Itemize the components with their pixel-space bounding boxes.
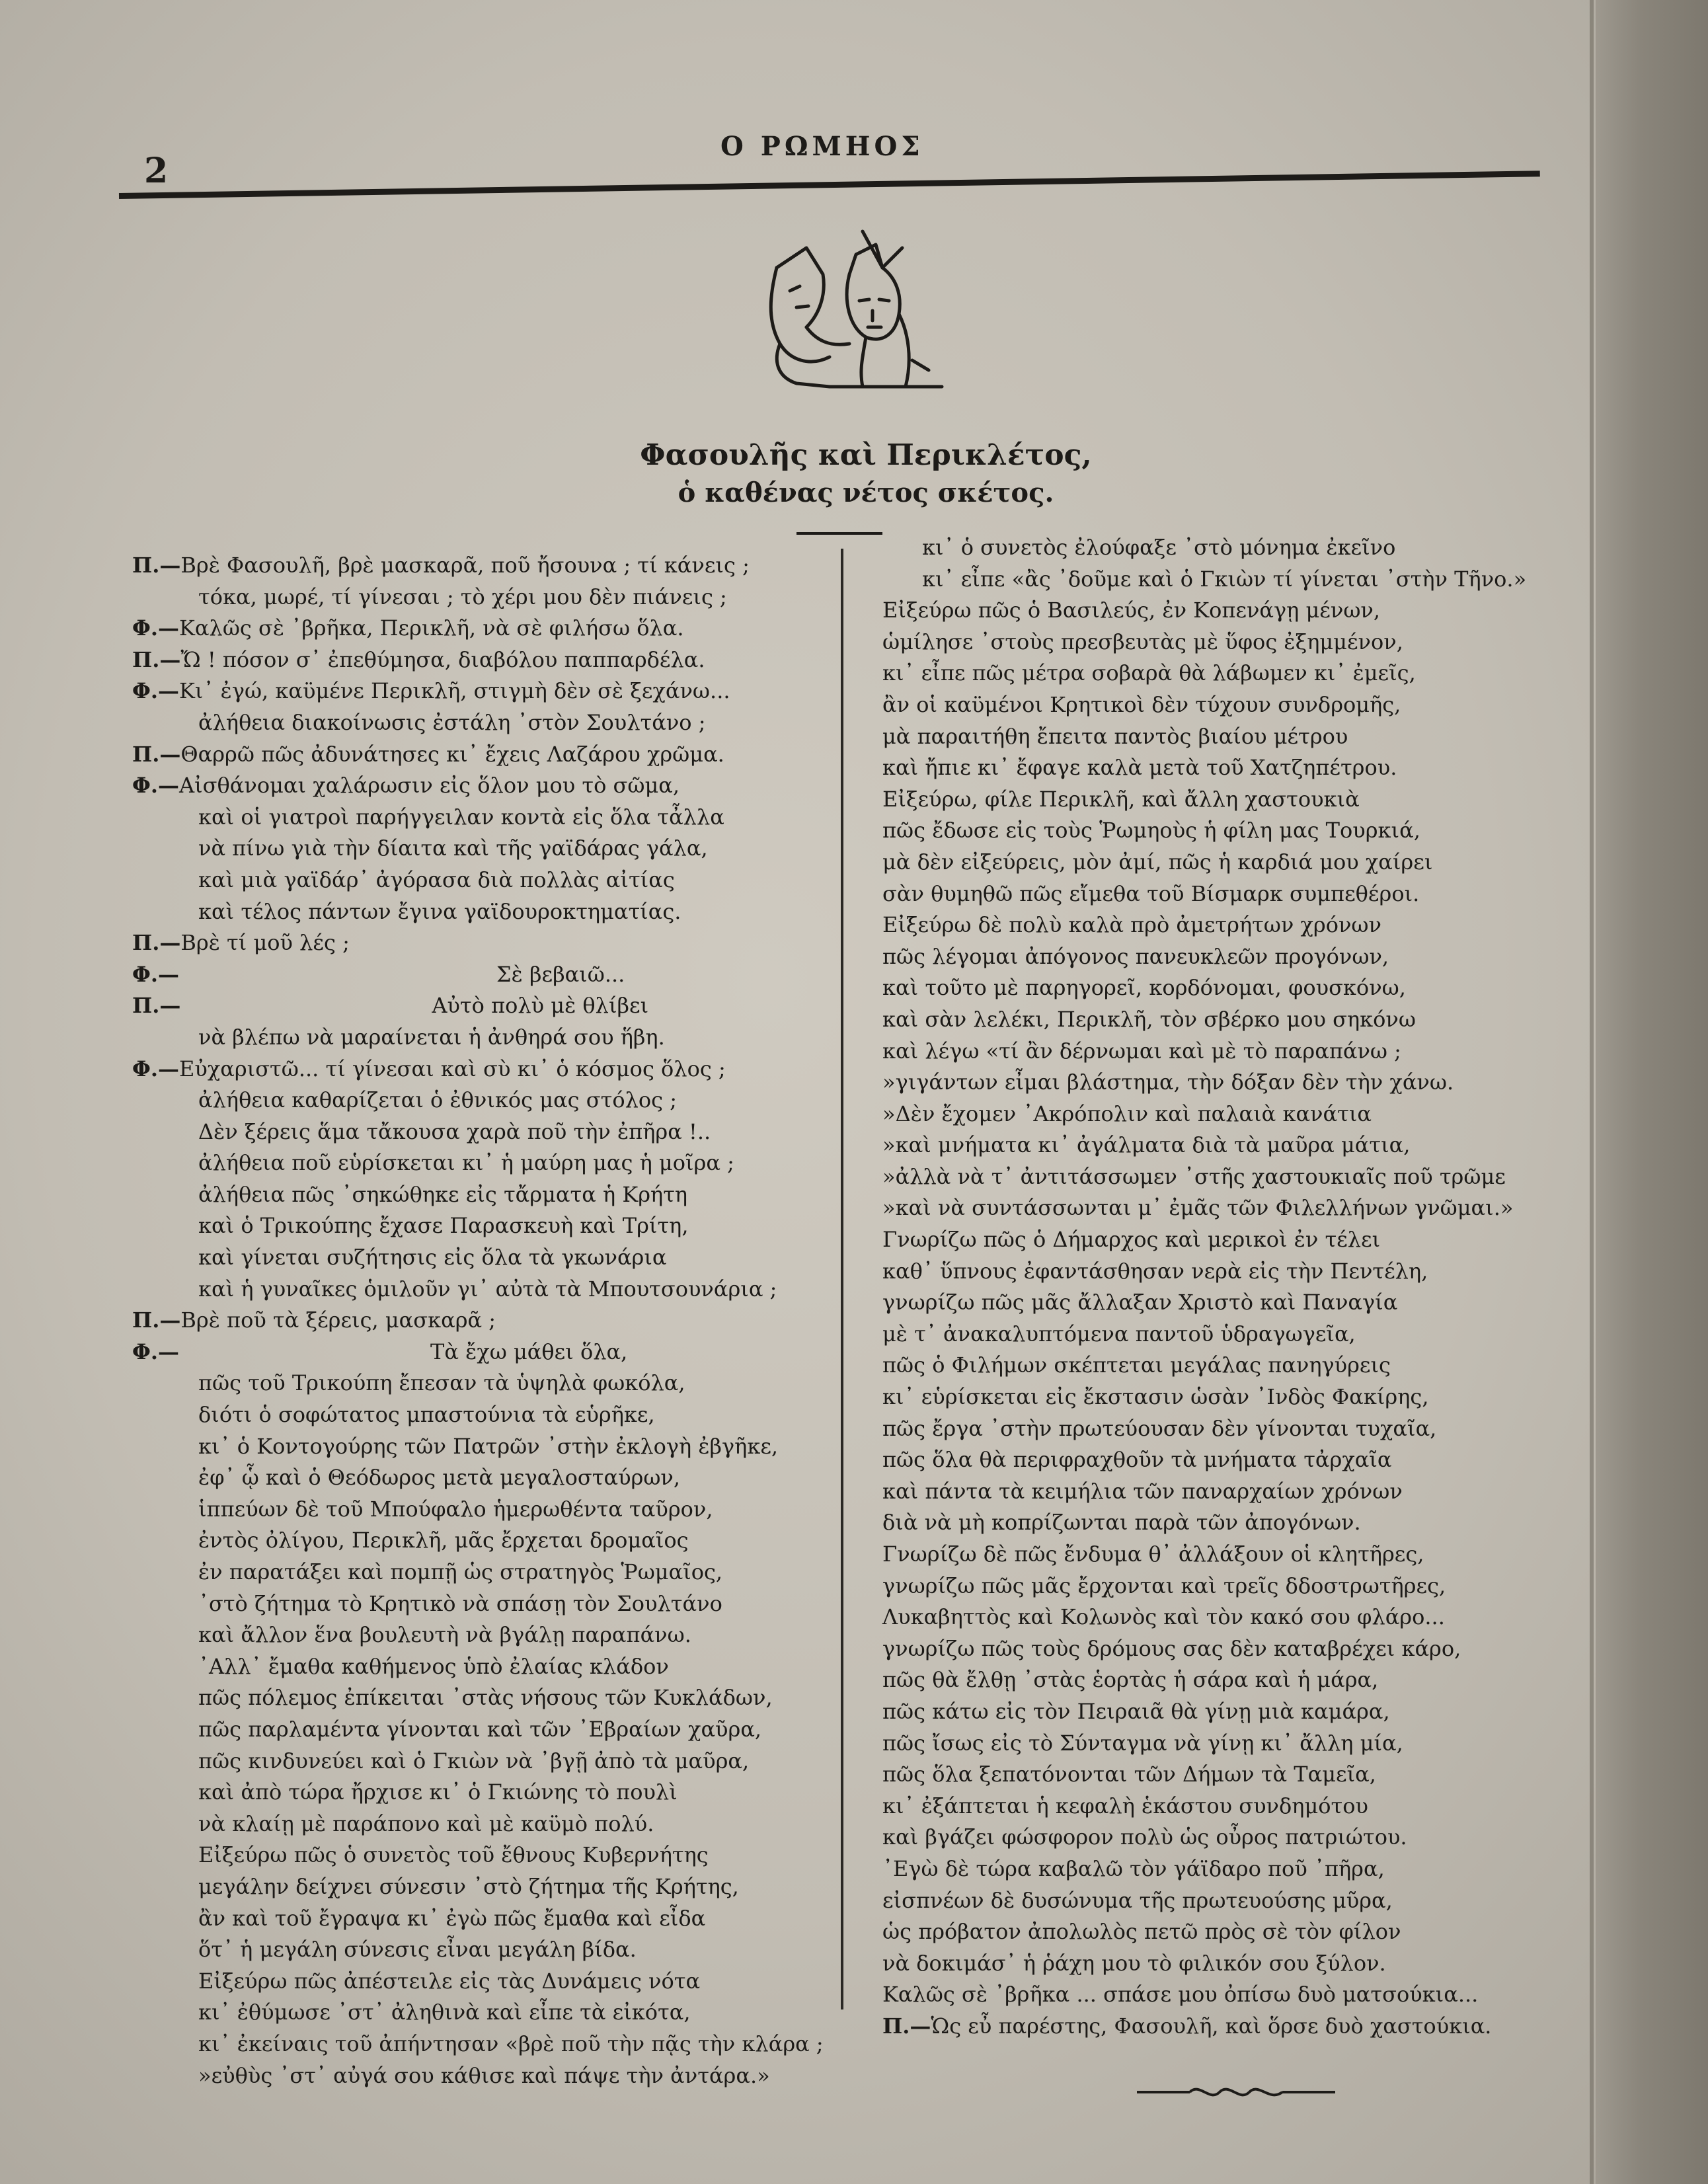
verse-text: πῶς ὅλα ξεπατόνονται τῶν Δήμων τὰ Ταμεῖα, [882, 1762, 1376, 1787]
verse-text: μὰ δὲν εἰξεύρεις, μὸν ἀμί, πῶς ἡ καρδιά μου χαίρει [882, 849, 1433, 875]
poem-line [132, 707, 833, 739]
verse-text: κι᾽ εἶπε «ἂς ᾽δοῦμε καὶ ὁ Γκιὼν τί γίνεται ᾽στὴν Τῆνο.» [922, 566, 1527, 592]
poem-line [132, 1777, 833, 1809]
poem-line [882, 1822, 1576, 1853]
verse-text: ᾽Αλλ᾽ ἔμαθα καθήμενος ὑπὸ ἐλαίας κλάδον [198, 1653, 669, 1679]
speaker-label: Π.— [132, 553, 181, 578]
speaker-label: Π.— [132, 1307, 181, 1333]
verse-text: ἀλήθεια πῶς ᾽σηκώθηκε εἰς τἄρματα ἡ Κρήτη [198, 1181, 688, 1207]
verse-text: »ἀλλὰ νὰ τ᾽ ἀντιτάσσωμεν ᾽στῆς χαστουκιαῖς ποῦ τρῶμε [882, 1163, 1506, 1189]
poem-line [882, 1476, 1576, 1508]
poem-line [882, 1507, 1576, 1539]
poem-line [132, 1840, 833, 1871]
poem-line [132, 1525, 833, 1557]
poem-line [132, 1557, 833, 1588]
right-column [882, 532, 1576, 2043]
poem-line [882, 1099, 1576, 1130]
poem-line [882, 972, 1576, 1004]
verse-text: καὶ ἤπιε κι᾽ ἔφαγε καλὰ μετὰ τοῦ Χατζηπέτρου. [882, 755, 1397, 781]
poem-line [882, 878, 1576, 910]
poem-line [882, 1224, 1576, 1256]
verse-text: καὶ ἄλλον ἕνα βουλευτὴ νὰ βγάλῃ παραπάνω. [198, 1622, 691, 1648]
speaker-label: Φ.— [132, 1339, 180, 1364]
verse-text: καθ᾽ ὕπνους ἐφαντάσθησαν νερὰ εἰς τὴν Πεντέλη, [882, 1258, 1428, 1284]
poem-line [132, 739, 833, 771]
verse-text: τόκα, μωρέ, τί γίνεσαι ; τὸ χέρι μου δὲν πιάνεις ; [198, 584, 727, 609]
poem-line [882, 1696, 1576, 1728]
poem-line [132, 1651, 833, 1683]
verse-text: Σὲ βεβαιῶ... [496, 961, 625, 987]
verse-text: ἀλήθεια ποῦ εὑρίσκεται κι᾽ ἡ μαύρη μας ἡ μοῖρα ; [198, 1150, 734, 1176]
poem-line [132, 1242, 833, 1274]
poem-line [882, 1130, 1576, 1161]
poem-title-line-1: Φασουλῆς καὶ Περικλέτος, [640, 438, 1092, 472]
verse-text: ἂν καὶ τοῦ ἔγραψα κι᾽ ἐγὼ πῶς ἔμαθα καὶ εἶδα [198, 1905, 706, 1931]
verse-text: κι᾽ εὑρίσκεται εἰς ἔκστασιν ὡσὰν ᾽Ινδὸς Φακίρης, [882, 1384, 1429, 1410]
speaker-label: Φ.— [132, 678, 180, 704]
poem-line [132, 1337, 833, 1368]
verse-text: Βρὲ ποῦ τὰ ξέρεις, μασκαρᾶ ; [180, 1307, 496, 1333]
verse-text: Λυκαβηττὸς καὶ Κολωνὸς καὶ τὸν κακό σου φλάρο... [882, 1604, 1445, 1630]
poem-line [132, 1210, 833, 1242]
poem-line [132, 1903, 833, 1935]
verse-text: ᾽στὸ ζήτημα τὸ Κρητικὸ νὰ σπάσῃ τὸν Σουλτάνο [198, 1590, 722, 1616]
poem-line [132, 550, 833, 582]
verse-text: κι᾽ ὁ Κοντογούρης τῶν Πατρῶν ᾽στὴν ἐκλογὴ ἐβγῆκε, [198, 1433, 779, 1459]
verse-text: πῶς ἔργα ᾽στὴν πρωτεύουσαν δὲν γίνονται τυχαῖα, [882, 1415, 1437, 1441]
gutter-fold-line [1590, 0, 1594, 2184]
left-column [132, 550, 833, 2091]
verse-text: πῶς παρλαμέντα γίνονται καὶ τῶν ᾽Εβραίων χαῦρα, [198, 1716, 762, 1742]
verse-text: πῶς πόλεμος ἐπίκειται ᾽στὰς νήσους τῶν Κυκλάδων, [198, 1685, 773, 1711]
poem-line [882, 1571, 1576, 1602]
title-rule [796, 532, 882, 535]
poem-line [132, 1431, 833, 1463]
verse-text: νὰ δοκιμάσ᾽ ἡ ῥάχη μου τὸ φιλικόν σου ξύλον. [882, 1950, 1386, 1976]
poem-line [132, 1966, 833, 1998]
verse-text: καὶ λέγω «τί ἂν δέρνωμαι καὶ μὲ τὸ παραπάνω ; [882, 1038, 1401, 1064]
speaker-label: Φ.— [132, 961, 180, 987]
poem-line [132, 2029, 833, 2060]
poem-line [882, 941, 1576, 973]
poem-line [132, 927, 833, 959]
verse-text: γνωρίζω πῶς μᾶς ἄλλαξαν Χριστὸ καὶ Παναγία [882, 1290, 1398, 1315]
poem-line [132, 770, 833, 802]
verse-text: πῶς ἔδωσε εἰς τοὺς Ῥωμηοὺς ἡ φίλη μας Τουρκιά, [882, 818, 1420, 843]
verse-text: Αἰσθάνομαι χαλάρωσιν εἰς ὅλον μου τὸ σῶμα, [179, 773, 680, 799]
poem-line [882, 1885, 1576, 1917]
poem-line [882, 1413, 1576, 1445]
verse-text: ἀλήθεια καθαρίζεται ὁ ἐθνικός μας στόλος ; [198, 1087, 677, 1113]
verse-text: σὰν θυμηθῶ πῶς εἴμεθα τοῦ Βίσμαρκ συμπεθέροι. [882, 880, 1420, 906]
verse-text: ἂν οἱ καϋμένοι Κρητικοὶ δὲν τύχουν συνδρομῆς, [882, 691, 1401, 717]
verse-text: γνωρίζω πῶς μᾶς ἔρχονται καὶ τρεῖς δδοστρωτῆρες, [882, 1573, 1446, 1598]
verse-text: Γνωρίζω πῶς ὁ Δήμαρχος καὶ μερικοὶ ἐν τέλει [882, 1227, 1381, 1253]
poem-line [882, 1350, 1576, 1382]
poem-line [132, 865, 833, 896]
speaker-label: Φ.— [132, 1056, 180, 1081]
verse-text: καὶ γίνεται συζήτησις εἰς ὅλα τὰ γκωνάρια [198, 1245, 667, 1270]
poem-line [882, 1004, 1576, 1036]
poem-line [132, 1368, 833, 1399]
poem-line [132, 1588, 833, 1620]
poem-line [882, 1916, 1576, 1948]
poem-line [882, 689, 1576, 721]
verse-text: διὰ νὰ μὴ κοπρίζωνται παρὰ τῶν ἀπογόνων. [882, 1510, 1361, 1536]
poem-line [882, 1287, 1576, 1319]
verse-text: Γνωρίζω δὲ πῶς ἔνδυμα θ᾽ ἀλλάξουν οἱ κλητῆρες, [882, 1541, 1424, 1567]
poem-line [882, 910, 1576, 941]
poem-line [132, 2060, 833, 2092]
verse-text: καὶ ὁ Τρικούπης ἔχασε Παρασκευὴ καὶ Τρίτη, [198, 1213, 689, 1239]
verse-text: καὶ ἡ γυναῖκες ὁμιλοῦν γι᾽ αὐτὰ τὰ Μπουτσουνάρια ; [198, 1276, 777, 1302]
verse-text: »γιγάντων εἶμαι βλάστημα, τὴν δόξαν δὲν τὴν χάνω. [882, 1070, 1454, 1095]
verse-text: Εἰξεύρω πῶς ὁ συνετὸς τοῦ ἔθνους Κυβερνήτης [198, 1842, 709, 1868]
speaker-label: Φ.— [132, 773, 180, 799]
header-rule [119, 171, 1540, 199]
poem-line [132, 802, 833, 834]
poem-line [132, 1116, 833, 1148]
newspaper-title: Ο ΡΩΜΗΟΣ [720, 131, 924, 162]
verse-text: γνωρίζω πῶς τοὺς δρόμους σας δὲν καταβρέχει κάρο, [882, 1635, 1461, 1661]
poem-line [882, 1948, 1576, 1980]
verse-text: κι᾽ ὁ συνετὸς ἐλούφαξε ᾽στὸ μόνημα ἐκεῖνο [922, 535, 1396, 560]
speaker-label: Π.— [132, 741, 181, 767]
poem-line [882, 1067, 1576, 1099]
verse-text: ἐφ᾽ ᾧ καὶ ὁ Θεόδωρος μετὰ μεγαλοσταύρων, [198, 1465, 681, 1491]
verse-text: καὶ βγάζει φώσφορον πολὺ ὡς οὖρος πατριώτου. [882, 1824, 1407, 1850]
poem-line [132, 1399, 833, 1431]
poem-line [882, 1036, 1576, 1068]
poem-line [882, 1633, 1576, 1665]
poem-line [132, 1934, 833, 1966]
verse-text: μεγάλην δείχνει σύνεσιν ᾽στὸ ζήτημα τῆς Κρήτης, [198, 1873, 739, 1899]
poem-line [132, 1274, 833, 1306]
poem-line [132, 676, 833, 707]
verse-text: πῶς κινδυνεύει καὶ ὁ Γκιὼν νὰ ᾽βγῇ ἀπὸ τὰ μαῦρα, [198, 1748, 750, 1774]
verse-text: καὶ τοῦτο μὲ παρηγορεῖ, κορδόνομαι, φουσκόνω, [882, 975, 1406, 1001]
verse-text: πῶς ὅλα θὰ περιφραχθοῦν τὰ μνήματα τἀρχαῖα [882, 1447, 1392, 1473]
verse-text: Καλῶς σὲ ᾽βρῆκα ... σπάσε μου ὀπίσω δυὸ ματσούκια... [882, 1982, 1479, 2008]
poem-line [882, 1256, 1576, 1288]
poem-line [882, 1853, 1576, 1885]
verse-text: Εἰξεύρω δὲ πολὺ καλὰ πρὸ ἀμετρήτων χρόνων [882, 912, 1381, 938]
verse-text: »καὶ μνήματα κι᾽ ἀγάλματα διὰ τὰ μαῦρα μάτια, [882, 1132, 1411, 1158]
speaker-label: Φ.— [132, 615, 180, 641]
poem-line [882, 627, 1576, 658]
poem-title-line-2: ὁ καθένας νέτος σκέτος. [678, 477, 1054, 508]
poem-line [882, 1979, 1576, 2011]
poem-line [132, 1085, 833, 1116]
speaker-label: Π.— [882, 2013, 931, 2039]
verse-text: κι᾽ ἐθύμωσε ᾽στ᾽ ἀληθινὰ καὶ εἶπε τὰ εἰκότα, [198, 2000, 691, 2025]
verse-text: ἐν παρατάξει καὶ πομπῇ ὡς στρατηγὸς Ῥωμαῖος, [198, 1559, 723, 1584]
poem-line [882, 564, 1576, 596]
verse-text: καὶ τέλος πάντων ἔγινα γαϊδουροκτηματίας. [198, 898, 681, 924]
poem-line [132, 1462, 833, 1494]
verse-text: πῶς κάτω εἰς τὸν Πειραιᾶ θὰ γίνῃ μιὰ καμάρα, [882, 1698, 1390, 1724]
poem-line [132, 1022, 833, 1054]
verse-text: ἐντὸς ὀλίγου, Περικλῆ, μᾶς ἔρχεται δρομαῖος [198, 1528, 689, 1553]
poem-line [132, 1682, 833, 1714]
verse-text: νὰ βλέπω νὰ μαραίνεται ἡ ἀνθηρά σου ἥβη. [198, 1024, 665, 1050]
cartoon-two-figures-icon [750, 228, 949, 400]
verse-text: Θαρρῶ πῶς ἀδυνάτησες κι᾽ ἔχεις Λαζάρου χρῶμα. [180, 741, 724, 767]
verse-text: πῶς ἴσως εἰς τὸ Σύνταγμα νὰ γίνῃ κι᾽ ἄλλη μία, [882, 1730, 1403, 1756]
poem-line [132, 644, 833, 676]
verse-text: ὡμίλησε ᾽στοὺς πρεσβευτὰς μὲ ὕφος ἐξημμένον, [882, 629, 1403, 654]
poem-line [882, 847, 1576, 878]
binding-gutter [1596, 0, 1708, 2184]
speaker-label: Π.— [132, 930, 181, 956]
verse-text: Εἰξεύρω πῶς ἀπέστειλε εἰς τὰς Δυνάμεις νότα [198, 1968, 701, 1994]
verse-text: διότι ὁ σοφώτατος μπαστούνια τὰ εὑρῆκε, [198, 1402, 655, 1428]
poem-line [882, 1444, 1576, 1476]
poem-line [132, 1148, 833, 1179]
poem-line [132, 1619, 833, 1651]
verse-text: κι᾽ ἐξάπτεται ἡ κεφαλὴ ἑκάστου συνδημότου [882, 1793, 1368, 1818]
poem-line [132, 1746, 833, 1777]
poem-line [132, 896, 833, 928]
verse-text: Ὡς εὖ παρέστης, Φασουλῆ, καὶ ὅρσε δυὸ χαστούκια. [931, 2013, 1492, 2039]
poem-line [132, 1714, 833, 1746]
poem-line [882, 1539, 1576, 1571]
verse-text: καὶ ἀπὸ τώρα ἤρχισε κι᾽ ὁ Γκιώνης τὸ πουλὶ [198, 1779, 678, 1805]
verse-text: Εὐχαριστῶ... τί γίνεσαι καὶ σὺ κι᾽ ὁ κόσμος ὅλος ; [179, 1056, 726, 1081]
verse-text: ὅτ᾽ ἡ μεγάλη σύνεσις εἶναι μεγάλη βίδα. [198, 1937, 637, 1963]
poem-line [882, 1192, 1576, 1224]
poem-line [132, 990, 833, 1022]
verse-text: πῶς ὁ Φιλήμων σκέπτεται μεγάλας πανηγύρεις [882, 1352, 1391, 1378]
verse-text: καὶ μιὰ γαϊδάρ᾽ ἀγόρασα διὰ πολλὰς αἰτίας [198, 867, 675, 892]
poem-line [132, 1997, 833, 2029]
poem-line [882, 1161, 1576, 1193]
poem-line [882, 2011, 1576, 2043]
speaker-label: Π.— [132, 646, 181, 672]
poem-line [132, 1809, 833, 1840]
verse-text: »εὐθὺς ᾽στ᾽ αὐγά σου κάθισε καὶ πάψε τὴν ἀντάρα.» [198, 2062, 770, 2088]
poem-line [132, 1871, 833, 1903]
verse-text: Αὐτὸ πολὺ μὲ θλίβει [432, 993, 649, 1019]
verse-text: Κι᾽ ἐγώ, καϋμένε Περικλῆ, στιγμὴ δὲν σὲ ξεχάνω... [179, 678, 730, 704]
poem-line [882, 1791, 1576, 1822]
column-divider [841, 549, 843, 2009]
verse-text: Τὰ ἔχω μάθει ὅλα, [430, 1339, 628, 1364]
verse-text: Εἰξεύρω, φίλε Περικλῆ, καὶ ἄλλη χαστουκιὰ [882, 786, 1360, 812]
verse-text: Βρὲ τί μοῦ λές ; [180, 930, 350, 956]
poem-line [882, 721, 1576, 753]
poem-line [882, 1728, 1576, 1760]
verse-text: »καὶ νὰ συντάσσωνται μ᾽ ἐμᾶς τῶν Φιλελλήνων γνῶμαι.» [882, 1195, 1514, 1221]
verse-text: νὰ πίνω γιὰ τὴν δίαιτα καὶ τῆς γαϊδάρας γάλα, [198, 836, 708, 861]
poem-line [132, 1494, 833, 1526]
end-ornament-icon [1137, 2082, 1335, 2102]
poem-line [132, 1054, 833, 1085]
verse-text: ᾽Εγὼ δὲ τώρα καβαλῶ τὸν γάϊδαρο ποῦ ᾽πῆρα, [882, 1855, 1385, 1881]
poem-line [132, 582, 833, 613]
poem-line [132, 613, 833, 644]
verse-text: Ὤ ! πόσον σ᾽ ἐπεθύμησα, διαβόλου παππαρδέλα. [180, 646, 705, 672]
poem-line [882, 1319, 1576, 1350]
verse-text: εἰσπνέων δὲ δυσώνυμα τῆς πρωτευούσης μῦρα, [882, 1887, 1393, 1913]
verse-text: κι᾽ εἶπε πῶς μέτρα σοβαρὰ θὰ λάβωμεν κι᾽ ἐμεῖς, [882, 660, 1416, 686]
verse-text: ἀλήθεια διακοίνωσις ἐστάλη ᾽στὸν Σουλτάνο ; [198, 709, 706, 735]
poem-line [882, 1664, 1576, 1696]
poem-line [132, 959, 833, 991]
poem-line [882, 815, 1576, 847]
verse-text: πῶς θὰ ἔλθῃ ᾽στὰς ἑορτὰς ἡ σάρα καὶ ἡ μάρα, [882, 1667, 1379, 1693]
poem-line [882, 595, 1576, 627]
poem-line [132, 1179, 833, 1211]
verse-text: κι᾽ ἐκείναις τοῦ ἀπήντησαν «βρὲ ποῦ τὴν πᾷς τὴν κλάρα ; [198, 2031, 824, 2056]
poem-line [882, 658, 1576, 689]
poem-line [882, 752, 1576, 784]
verse-text: καὶ οἱ γιατροὶ παρήγγειλαν κοντὰ εἰς ὅλα τἆλλα [198, 804, 724, 830]
speaker-label: Π.— [132, 993, 181, 1019]
verse-text: ἱππεύων δὲ τοῦ Μπούφαλο ἡμερωθέντα ταῦρον, [198, 1496, 713, 1522]
poem-line [882, 1382, 1576, 1413]
verse-text: μὰ παραιτήθη ἔπειτα παντὸς βιαίου μέτρου [882, 723, 1348, 749]
verse-text: πῶς λέγομαι ἀπόγονος πανευκλεῶν προγόνων, [882, 943, 1389, 969]
verse-text: Δὲν ξέρεις ἅμα τἄκουσα χαρὰ ποῦ τὴν ἐπῆρα !.. [198, 1118, 711, 1144]
poem-line [882, 1759, 1576, 1791]
page-number: 2 [144, 151, 169, 191]
verse-text: »Δὲν ἔχομεν ᾽Ακρόπολιν καὶ παλαιὰ κανάτια [882, 1101, 1372, 1126]
verse-text: πῶς τοῦ Τρικούπη ἔπεσαν τὰ ὑψηλὰ φωκόλα, [198, 1370, 685, 1396]
verse-text: Βρὲ Φασουλῆ, βρὲ μασκαρᾶ, ποῦ ἤσουνα ; τί κάνεις ; [180, 553, 750, 578]
poem-line [882, 1602, 1576, 1633]
verse-text: μὲ τ᾽ ἀνακαλυπτόμενα παντοῦ ὑδραγωγεῖα, [882, 1321, 1356, 1346]
poem-title [582, 436, 1150, 512]
poem-line [882, 532, 1576, 564]
verse-text: καὶ πάντα τὰ κειμήλια τῶν παναρχαίων χρόνων [882, 1478, 1403, 1504]
verse-text: νὰ κλαίῃ μὲ παράπονο καὶ μὲ καϋμὸ πολύ. [198, 1811, 654, 1836]
poem-line [882, 784, 1576, 816]
verse-text: Εἰξεύρω πῶς ὁ Βασιλεύς, ἐν Κοπενάγῃ μένων, [882, 598, 1381, 623]
verse-text: Καλῶς σὲ ᾽βρῆκα, Περικλῆ, νὰ σὲ φιλήσω ὅλα. [179, 615, 684, 641]
poem-line [132, 833, 833, 865]
verse-text: ὡς πρόβατον ἀπολωλὸς πετῶ πρὸς σὲ τὸν φίλον [882, 1919, 1401, 1945]
verse-text: καὶ σὰν λελέκι, Περικλῆ, τὸν σβέρκο μου σηκόνω [882, 1006, 1416, 1032]
poem-line [132, 1305, 833, 1337]
